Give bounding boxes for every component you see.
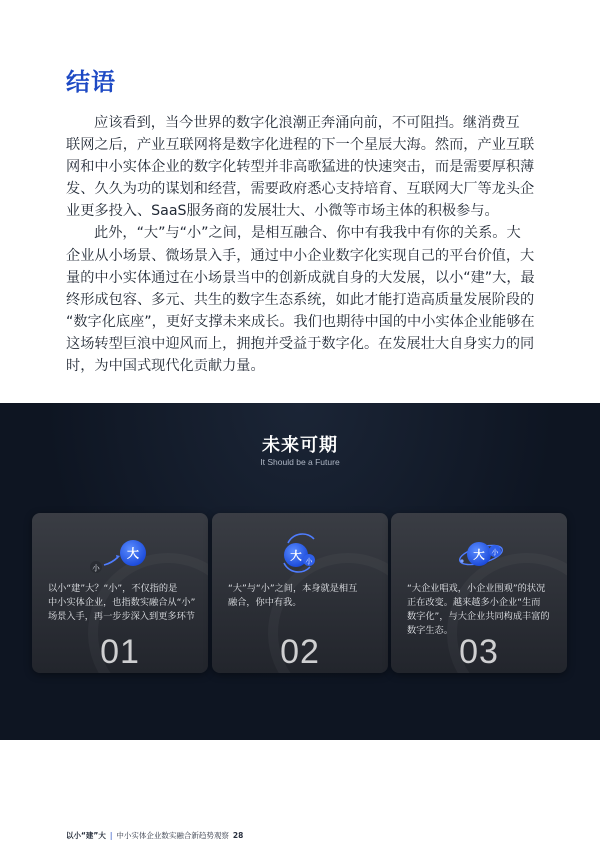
icon-small-label: 小: [305, 557, 313, 566]
card-text-line: 数字生态。: [407, 625, 453, 636]
paragraph-line: 终形成包容、多元、共生的数字生态系统，如此才能打造高质量发展阶段的: [66, 291, 535, 308]
page-footer: [66, 830, 243, 841]
panel-subtitle: It Should be a Future: [260, 457, 340, 467]
small-to-big-icon: [32, 523, 208, 579]
paragraph-line: 量的中小实体通过在小场景当中的创新成就自身的大发展，以小“建”大，最: [66, 269, 535, 286]
paragraph-line: 网和中小实体企业的数字化转型并非高歌猛进的快速突击，而是需要厚积薄: [66, 159, 535, 176]
card-text-line: 以小“建”大？“小”，不仅指的是: [48, 583, 178, 594]
panel-title: 未来可期: [262, 435, 338, 456]
future-card-2: [212, 513, 388, 673]
icon-big-label: 大: [473, 547, 485, 562]
merge-icon: [212, 523, 388, 579]
card-text: [48, 582, 198, 624]
card-text: [228, 582, 378, 610]
card-number: 01: [100, 633, 140, 671]
paragraph-line: 发、久久为功的谋划和经营，需要政府悉心支持培育、互联网大厂等龙头企: [66, 181, 535, 198]
icon-big-label: 大: [290, 548, 302, 563]
card-text: [407, 582, 557, 638]
future-panel: [0, 403, 600, 740]
future-card-1: [32, 513, 208, 673]
card-text-line: “大企业唱戏，小企业围观”的状况: [407, 583, 546, 594]
footer-separator: |: [109, 831, 113, 840]
icon-small-label: 小: [491, 548, 499, 557]
paragraph-line: 企业从小场景、微场景入手，通过中小企业数字化实现自己的平台价值，大: [66, 247, 535, 264]
card-text-line: 数字化”，与大企业共同构成丰富的: [407, 611, 550, 622]
footer-brand: 以小“建”大: [66, 831, 106, 840]
paragraph-line: “数字化底座”，更好支撑未来成长。我们也期待中国的中小实体企业能够在: [66, 313, 535, 330]
card-text-line: 正在改变。越来越多小企业“生而: [407, 597, 541, 608]
paragraph-line: 时，为中国式现代化贡献力量。: [66, 358, 265, 375]
icon-big-label: 大: [126, 546, 140, 561]
paragraph-line: 业更多投入、SaaS服务商的发展壮大、小微等市场主体的积极参与。: [66, 203, 499, 220]
conclusion-paragraphs: [66, 112, 536, 377]
footer-subtitle: 中小实体企业数实融合新趋势观察: [116, 831, 229, 840]
future-card-3: [391, 513, 567, 673]
orbit-icon: [391, 523, 567, 579]
paragraph-line: 联网之后，产业互联网将是数字化进程的下一个星辰大海。然而，产业互联: [66, 137, 535, 154]
section-heading: 结语: [66, 68, 116, 96]
card-text-line: 场景入手，再一步步深入到更多环节: [48, 611, 195, 622]
paragraph-line: 此外，“大”与“小”之间，是相互融合、你中有我我中有你的关系。大: [94, 225, 521, 242]
icon-small-label: 小: [92, 563, 100, 573]
card-text-line: 融合，你中有我。: [228, 597, 302, 608]
card-number: 02: [280, 633, 320, 671]
paragraph-line: 这场转型巨浪中迎风而上，拥抱并受益于数字化。在发展壮大自身实力的同: [66, 335, 535, 352]
card-text-line: 中小实体企业，也指数实融合从“小”: [48, 597, 196, 608]
paragraph-line: 应该看到，当今世界的数字化浪潮正奔涌向前，不可阻挡。继消费互: [94, 115, 520, 131]
card-text-line: “大”与“小”之间，本身就是相互: [228, 583, 358, 594]
page-number: 28: [232, 831, 244, 840]
card-number: 03: [459, 633, 499, 671]
